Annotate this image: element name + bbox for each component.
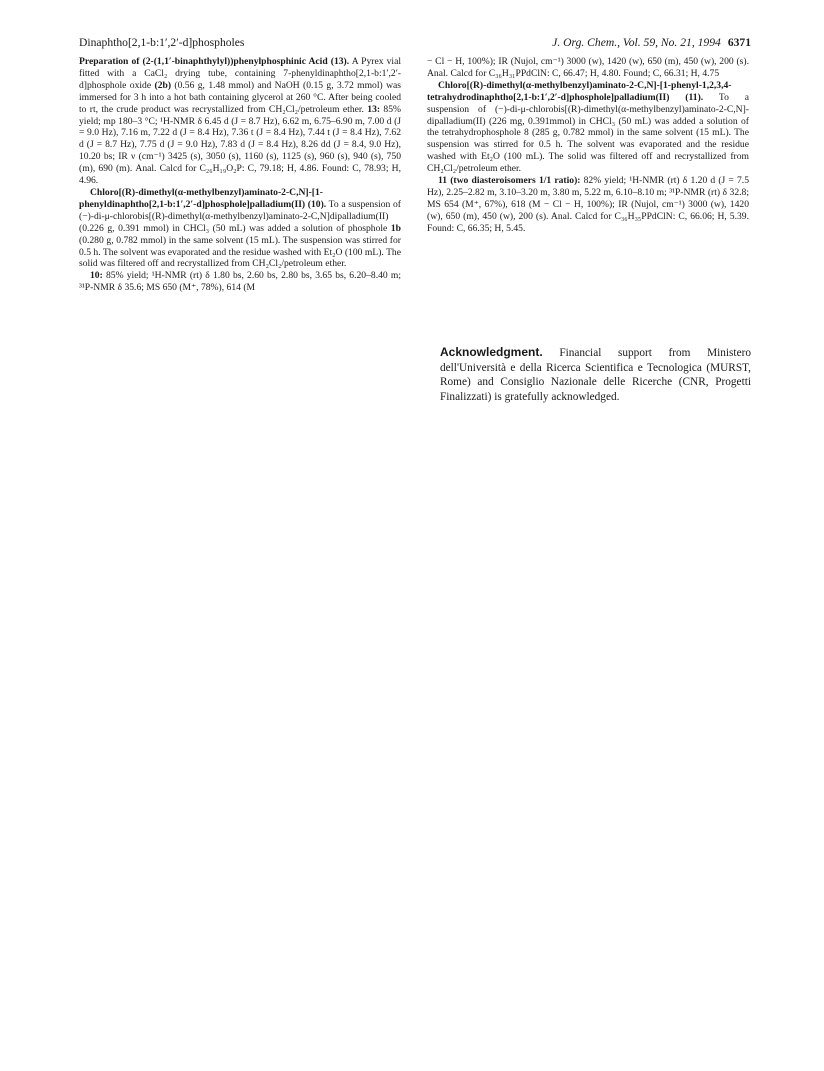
acknowledgment-section	[440, 345, 751, 404]
compound-ref: (2b)	[154, 79, 172, 91]
compound-ref: 1b	[390, 222, 401, 234]
paragraph-data-10-continued: − Cl − H, 100%); IR (Nujol, cm⁻¹) 3000 (w), 1420 (w), 650 (m), 450 (w), 200 (s). Anal. Calcd for C₃₆H₃₁PPdClN: C, 66.47; H, 4.80. Found; C, 66.31; H, 4.75	[427, 56, 749, 79]
compound-label: 10:	[90, 270, 103, 282]
characterization-data: 85% yield; ¹H-NMR (rt) δ 1.80 bs, 2.60 bs, 2.80 bs, 3.65 bs, 6.20–8.40 m; ³¹P-NMR δ 35.6; MS 650 (M⁺, 78%), 614 (M	[79, 270, 401, 294]
running-title: Dinaphtho[2,1-b:1′,2′-d]phospholes	[79, 36, 245, 49]
acknowledgment-label: Acknowledgment.	[440, 345, 543, 359]
journal-citation	[552, 36, 751, 49]
procedure-text: To a suspension of (−)-di-μ-chlorobis[(R)-dimethyl(α-methylbenzyl)aminato-2-C,N]-dipalladium(II) (226 mg, 0.391mmol) in CHCl₃ (50 mL) was added a solution of the tetrahydrophosphole 8 (285 g, 0.782 mmol) in the same solvent (15 mL). The suspension was stirred for 0.5 h. The solvent was evaporated and the residue washed with Et₂O (100 mL). The solid was filtered off and recrystallized from CH₂Cl₂/petroleum ether.	[427, 91, 749, 175]
right-column	[427, 56, 749, 235]
acknowledgment-text: Financial support from Ministero dell'Università e della Ricerca Scientifica e Tecnologica (MURST, Rome) and Consiglio Nazionale delle Ricerche (CNR, Progetti Finalizzati) is gratefully acknowledged.	[440, 347, 751, 403]
journal-name: J. Org. Chem., Vol. 59, No. 21, 1994	[552, 36, 721, 49]
procedure-text: To a suspension of (−)-di-μ-chlorobis[(R)-dimethyl(α-methylbenzyl)aminato-2-C,N]dipalladium(II) (0.226 g, 0.391 mmol) in CHCl₃ (50 mL) was added a solution of phosphole	[79, 198, 401, 234]
characterization-data: 85% yield; mp 180–3 °C; ¹H-NMR δ 6.45 d (J = 8.7 Hz), 6.62 m, 6.75–6.90 m, 7.00 d (J = 9.0 Hz), 7.16 m, 7.22 d (J = 8.4 Hz), 7.36 t (J = 8.4 Hz), 7.44 t (J = 8.4 Hz), 7.62 d (J = 8.7 Hz), 7.75 d (J = 9.0 Hz), 7.83 d (J = 8.4 Hz), 8.26 dd (J = 8.4, 9.0 Hz), 10.20 bs; IR ν (cm⁻¹) 3425 (s), 3050 (s), 1160 (s), 1125 (s), 960 (s), 940 (s), 750 (m), 690 (m). Anal. Calcd for C₂₆H₁₉O₂P: C, 79.18; H, 4.86. Found: C, 78.93; H, 4.96.	[79, 103, 402, 187]
paragraph-preparation-13	[79, 56, 401, 187]
procedure-text: (0.280 g, 0.782 mmol) in the same solvent (15 mL). The suspension was stirred for 0.5 h. The solvent was evaporated and the residue washed with Et₂O (100 mL). The solid was filtered off and recrystallized from CH₂Cl₂/petroleum ether.	[79, 234, 401, 270]
characterization-data: 82% yield; ¹H-NMR (rt) δ 1.20 d (J = 7.5 Hz), 2.25–2.82 m, 3.10–3.20 m, 3.80 m, 5.22 m, 6.10–8.10 m; ³¹P-NMR (rt) δ 32.8; MS 654 (M⁺, 67%), 618 (M − Cl − H, 100%); IR (Nujol, cm⁻¹) 3000 (w), 1420 (w), 650 (m), 450 (w), 200 (s). Anal. Calcd for C₃₆H₃₅PPdClN: C, 66.06; H, 5.39. Found: C, 66.35; H, 5.45.	[427, 175, 749, 234]
paragraph-data-10	[79, 270, 401, 294]
heading-compound-13: Preparation of (2-(1,1′-binaphthylyl))phenylphosphinic Acid (13).	[79, 56, 350, 67]
page-header	[79, 36, 751, 52]
procedure-text: (0.56 g, 1.48 mmol) and NaOH (0.15 g, 3.72 mmol) was immersed for 3 h into a hot bath containing glycerol at 260 °C. After being cooled to rt, the crude product was recrystallized from CH₂Cl₂/petroleum ether.	[79, 79, 401, 115]
page-number: 6371	[727, 36, 751, 49]
procedure-text: A Pyrex vial fitted with a CaCl₂ drying tube, containing 7-phenyldinaphtho[2,1-b:1′,2′-d]phosphole oxide	[79, 56, 401, 91]
heading-compound-10: Chloro[(R)-dimethyl(α-methylbenzyl)aminato-2-C,N]-[1-phenyldinaphtho[2,1-b:1′,2′-d]phosphole]palladium(II) (10).	[79, 186, 327, 210]
paragraph-data-11	[427, 175, 749, 235]
compound-label: 13:	[367, 103, 381, 115]
paragraph-preparation-11	[427, 80, 749, 175]
heading-compound-11: Chloro[(R)-dimethyl(α-methylbenzyl)aminato-2-C,N]-[1-phenyl-1,2,3,4-tetrahydrodinaphtho[2,1-b:1′,2′-d]phosphole]palladium(II) (11).	[427, 79, 732, 103]
left-column	[79, 56, 401, 294]
paragraph-preparation-10	[79, 187, 401, 270]
compound-label: 11 (two diasteroisomers 1/1 ratio):	[438, 175, 581, 187]
